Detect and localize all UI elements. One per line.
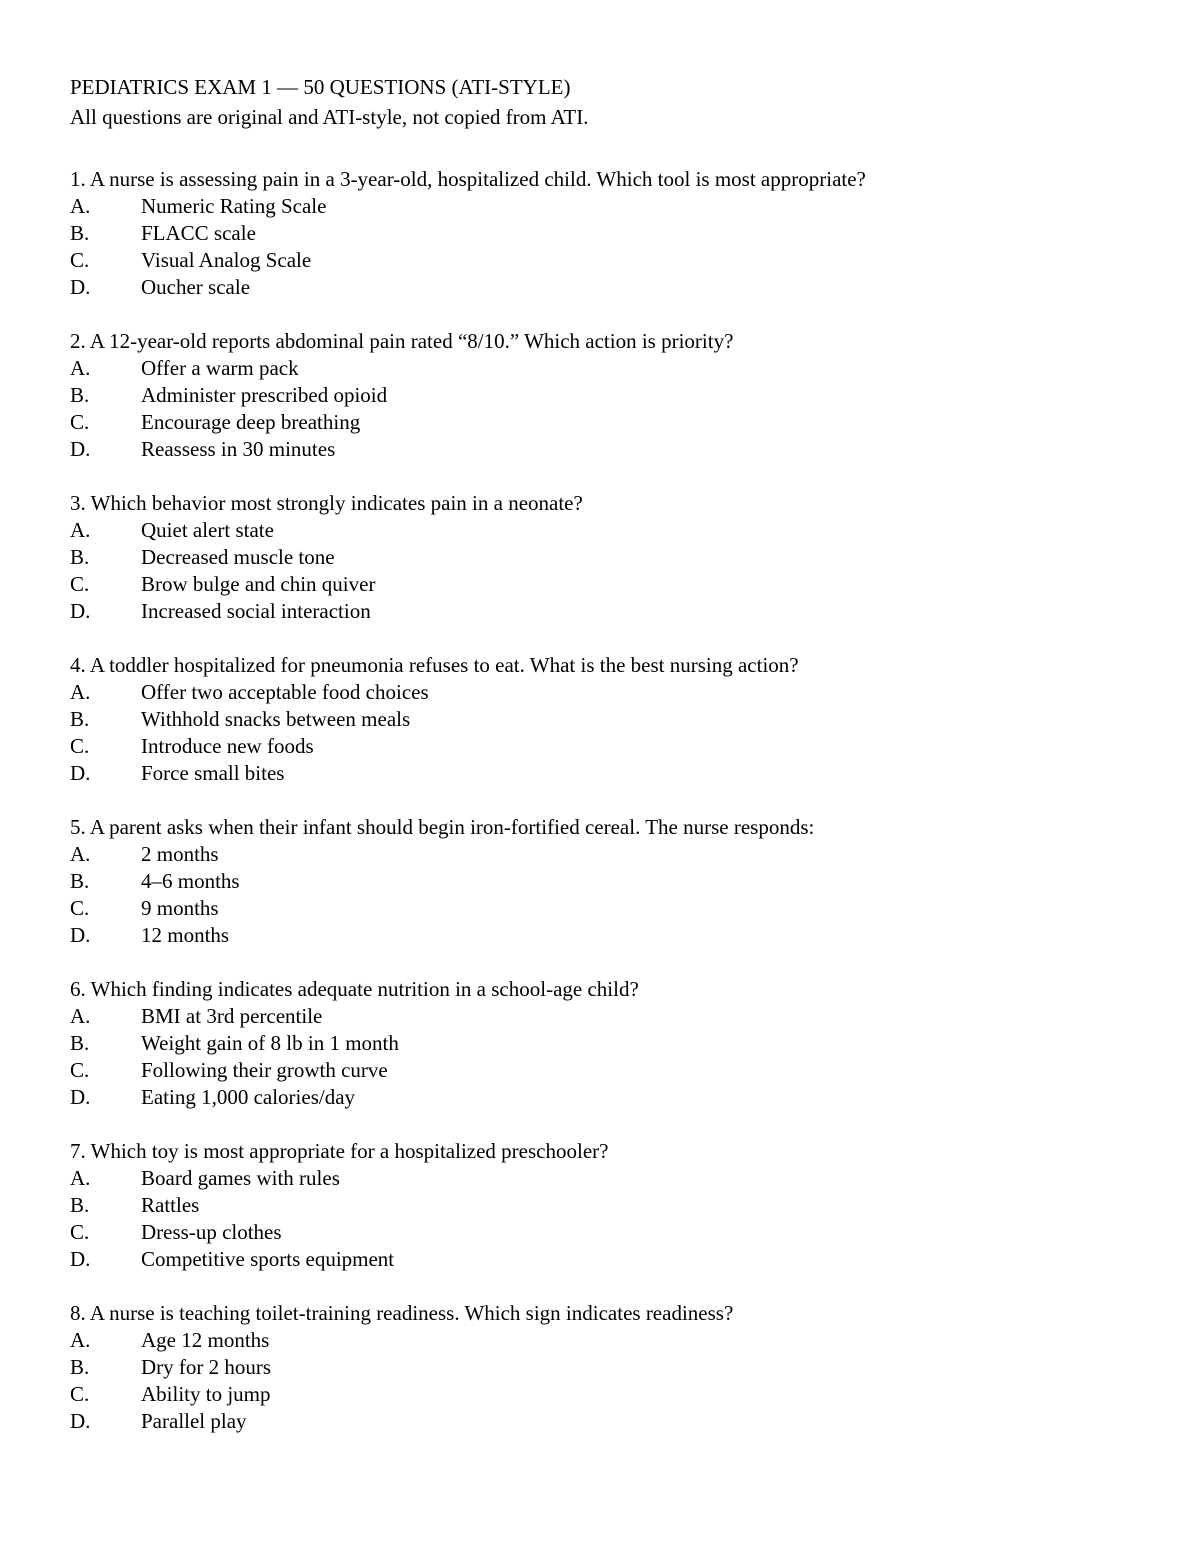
option-text: Decreased muscle tone [141,545,335,569]
option-text: BMI at 3rd percentile [141,1004,323,1028]
option-b [70,706,1140,733]
option-d [70,1408,1140,1435]
option-letter: A. [70,1328,91,1352]
option-text: Encourage deep breathing [141,410,361,434]
option-text: Dress-up clothes [141,1220,282,1244]
question-3 [70,490,1140,625]
question-1 [70,166,1140,301]
option-letter: D. [70,1409,91,1433]
option-text: 2 months [141,842,219,866]
option-text: 4–6 months [141,869,240,893]
document-title: PEDIATRICS EXAM 1 — 50 QUESTIONS (ATI-STYLE) [70,75,571,99]
option-text: Ability to jump [141,1382,271,1406]
option-c [70,1381,1140,1408]
option-list [70,1003,1140,1111]
option-text: Offer a warm pack [141,356,299,380]
option-b [70,1030,1140,1057]
option-a [70,355,1140,382]
option-letter: C. [70,248,90,272]
option-a [70,1165,1140,1192]
question-stem: 1. A nurse is assessing pain in a 3-year-old, hospitalized child. Which tool is most appropriate? [70,167,866,191]
option-c [70,1057,1140,1084]
option-letter: B. [70,221,90,245]
option-d [70,1246,1140,1273]
question-stem: 5. A parent asks when their infant should begin iron-fortified cereal. The nurse responds: [70,815,815,839]
option-letter: C. [70,572,90,596]
option-b [70,382,1140,409]
option-list [70,193,1140,301]
option-b [70,220,1140,247]
question-stem: 7. Which toy is most appropriate for a hospitalized preschooler? [70,1139,609,1163]
option-b [70,1192,1140,1219]
option-text: 12 months [141,923,230,947]
question-4 [70,652,1140,787]
option-letter: A. [70,680,91,704]
option-a [70,1003,1140,1030]
option-letter: B. [70,1031,90,1055]
option-text: Board games with rules [141,1166,340,1190]
option-text: Increased social interaction [141,599,371,623]
option-text: Visual Analog Scale [141,248,312,272]
option-letter: D. [70,1247,91,1271]
question-stem: 3. Which behavior most strongly indicates pain in a neonate? [70,491,583,515]
option-letter: A. [70,194,91,218]
option-letter: D. [70,437,91,461]
option-letter: C. [70,1220,90,1244]
option-a [70,1327,1140,1354]
option-letter: D. [70,599,91,623]
option-c [70,733,1140,760]
option-b [70,1354,1140,1381]
option-text: Following their growth curve [141,1058,388,1082]
option-text: FLACC scale [141,221,256,245]
option-letter: A. [70,1166,91,1190]
option-list [70,679,1140,787]
option-letter: D. [70,275,91,299]
question-list [70,166,1140,1435]
option-text: Dry for 2 hours [141,1355,272,1379]
option-text: Administer prescribed opioid [141,383,388,407]
option-c [70,409,1140,436]
option-b [70,544,1140,571]
option-text: Oucher scale [141,275,251,299]
option-list [70,1165,1140,1273]
option-list [70,1327,1140,1435]
option-d [70,598,1140,625]
option-d [70,922,1140,949]
option-text: Force small bites [141,761,285,785]
option-text: Quiet alert state [141,518,274,542]
question-7 [70,1138,1140,1273]
question-stem: 6. Which finding indicates adequate nutrition in a school-age child? [70,977,639,1001]
option-letter: B. [70,869,90,893]
option-c [70,1219,1140,1246]
option-letter: C. [70,734,90,758]
question-stem: 4. A toddler hospitalized for pneumonia refuses to eat. What is the best nursing action? [70,653,799,677]
option-text: Weight gain of 8 lb in 1 month [141,1031,399,1055]
option-text: Age 12 months [141,1328,270,1352]
option-text: Brow bulge and chin quiver [141,572,376,596]
option-text: Reassess in 30 minutes [141,437,336,461]
option-text: Numeric Rating Scale [141,194,327,218]
option-d [70,760,1140,787]
option-b [70,868,1140,895]
option-letter: C. [70,1058,90,1082]
question-stem: 2. A 12-year-old reports abdominal pain rated “8/10.” Which action is priority? [70,329,734,353]
option-letter: A. [70,842,91,866]
option-letter: B. [70,1193,90,1217]
option-text: Withhold snacks between meals [141,707,411,731]
option-text: Eating 1,000 calories/day [141,1085,356,1109]
option-letter: B. [70,545,90,569]
option-a [70,679,1140,706]
option-a [70,193,1140,220]
option-c [70,247,1140,274]
option-text: Offer two acceptable food choices [141,680,429,704]
option-letter: C. [70,1382,90,1406]
option-a [70,517,1140,544]
option-letter: A. [70,518,91,542]
option-letter: D. [70,761,91,785]
option-d [70,436,1140,463]
question-6 [70,976,1140,1111]
option-list [70,517,1140,625]
option-letter: D. [70,923,91,947]
option-letter: B. [70,383,90,407]
option-letter: B. [70,1355,90,1379]
option-letter: C. [70,410,90,434]
question-stem: 8. A nurse is teaching toilet-training readiness. Which sign indicates readiness? [70,1301,734,1325]
option-list [70,841,1140,949]
option-letter: B. [70,707,90,731]
document-subtitle: All questions are original and ATI-style, not copied from ATI. [70,105,589,129]
option-letter: D. [70,1085,91,1109]
option-letter: C. [70,896,90,920]
option-d [70,1084,1140,1111]
option-a [70,841,1140,868]
option-c [70,895,1140,922]
option-text: Rattles [141,1193,200,1217]
option-letter: A. [70,356,91,380]
option-letter: A. [70,1004,91,1028]
option-text: Introduce new foods [141,734,314,758]
option-text: Competitive sports equipment [141,1247,395,1271]
question-2 [70,328,1140,463]
option-text: 9 months [141,896,219,920]
option-list [70,355,1140,463]
question-8 [70,1300,1140,1435]
document-page [70,72,1140,1462]
question-5 [70,814,1140,949]
option-c [70,571,1140,598]
option-d [70,274,1140,301]
option-text: Parallel play [141,1409,247,1433]
